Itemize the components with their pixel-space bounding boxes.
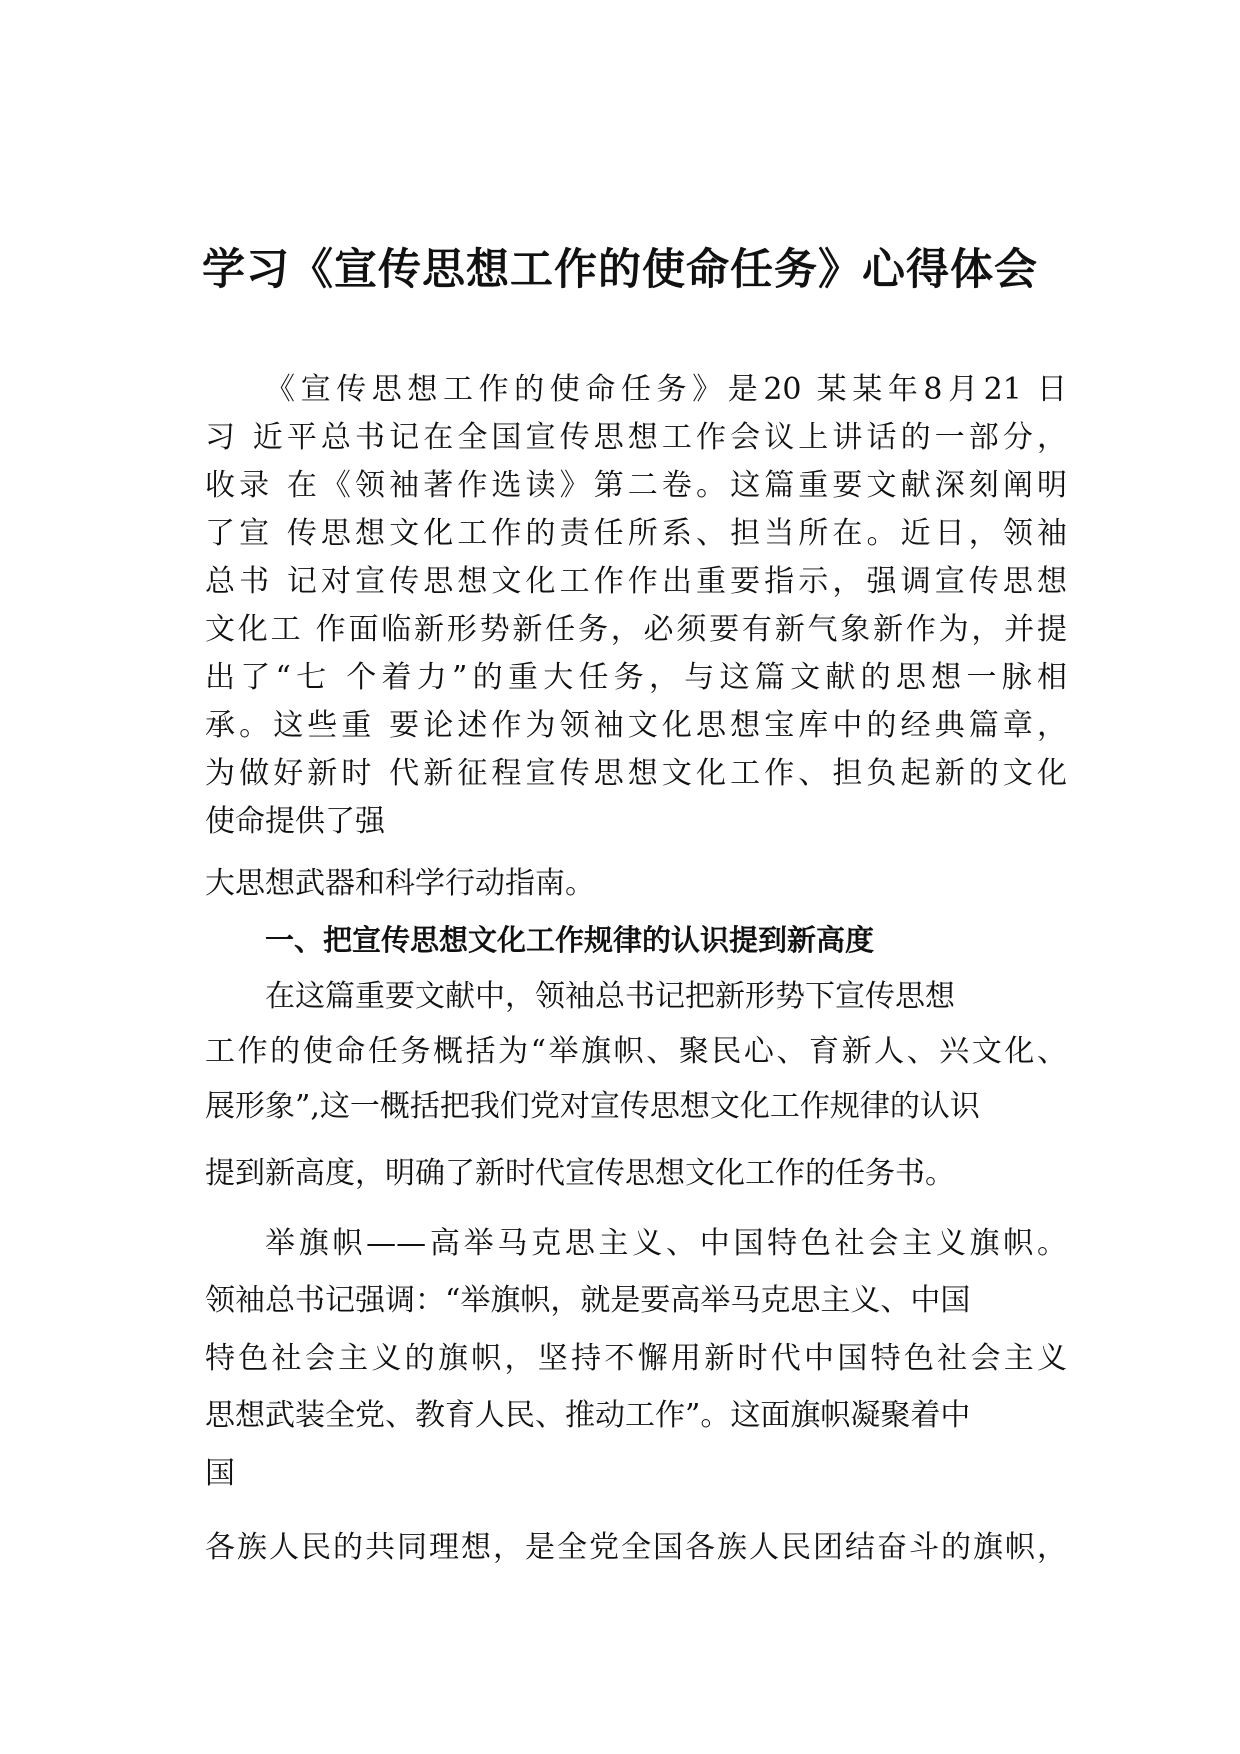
paragraph-1-line-1: 《宣传思想工作的使命任务》是20 某某年8月21 日 (265, 372, 1067, 407)
paragraph-3-line-2: 领袖总书记强调：“举旗帜，就是要高举马克思主义、中国 (205, 1283, 971, 1318)
paragraph-1-line-11: 大思想武器和科学行动指南。 (205, 866, 595, 901)
paragraph-3-line-3: 特色社会主义的旗帜，坚持不懈用新时代中国特色社会主义 (205, 1341, 1067, 1376)
paragraph-1-line-7: 出了“七 个着力”的重大任务，与这篇文献的思想一脉相 (205, 660, 1067, 695)
paragraph-2-line-2: 工作的使命任务概括为“举旗帜、聚民心、育新人、兴文化、 (205, 1034, 1067, 1069)
paragraph-2-line-3: 展形象”,这一概括把我们党对宣传思想文化工作规律的认识 (205, 1089, 980, 1124)
paragraph-1-line-8: 承。这些重 要论述作为领袖文化思想宝库中的经典篇章， (205, 708, 1067, 743)
paragraph-1-line-10: 使命提供了强 (205, 804, 385, 839)
paragraph-3-line-6: 各族人民的共同理想，是全党全国各族人民团结奋斗的旗帜， (205, 1530, 1067, 1565)
paragraph-1-line-9: 为做好新时 代新征程宣传思想文化工作、担负起新的文化 (205, 756, 1067, 791)
paragraph-2-line-4: 提到新高度，明确了新时代宣传思想文化工作的任务书。 (205, 1156, 955, 1191)
paragraph-3-line-4: 思想武装全党、教育人民、推动工作”。这面旗帜凝聚着中 (205, 1398, 971, 1433)
paragraph-1-line-5: 总书 记对宣传思想文化工作作出重要指示，强调宣传思想 (205, 564, 1067, 599)
section-1-heading: 一、把宣传思想文化工作规律的认识提到新高度 (265, 923, 875, 957)
paragraph-1-line-4: 了宣 传思想文化工作的责任所系、担当所在。近日，领袖 (205, 516, 1067, 551)
paragraph-3-line-5: 国 (205, 1456, 235, 1491)
paragraph-1-line-6: 文化工 作面临新形势新任务，必须要有新气象新作为，并提 (205, 612, 1067, 647)
document-title: 学习《宣传思想工作的使命任务》心得体会 (202, 245, 1038, 295)
paragraph-1-line-2: 习 近平总书记在全国宣传思想工作会议上讲话的一部分， (205, 420, 1067, 455)
paragraph-1-line-3: 收录 在《领袖著作选读》第二卷。这篇重要文献深刻阐明 (205, 468, 1067, 503)
paragraph-2-line-1: 在这篇重要文献中，领袖总书记把新形势下宣传思想 (265, 979, 955, 1014)
paragraph-3-line-1: 举旗帜——高举马克思主义、中国特色社会主义旗帜。 (265, 1226, 1067, 1261)
